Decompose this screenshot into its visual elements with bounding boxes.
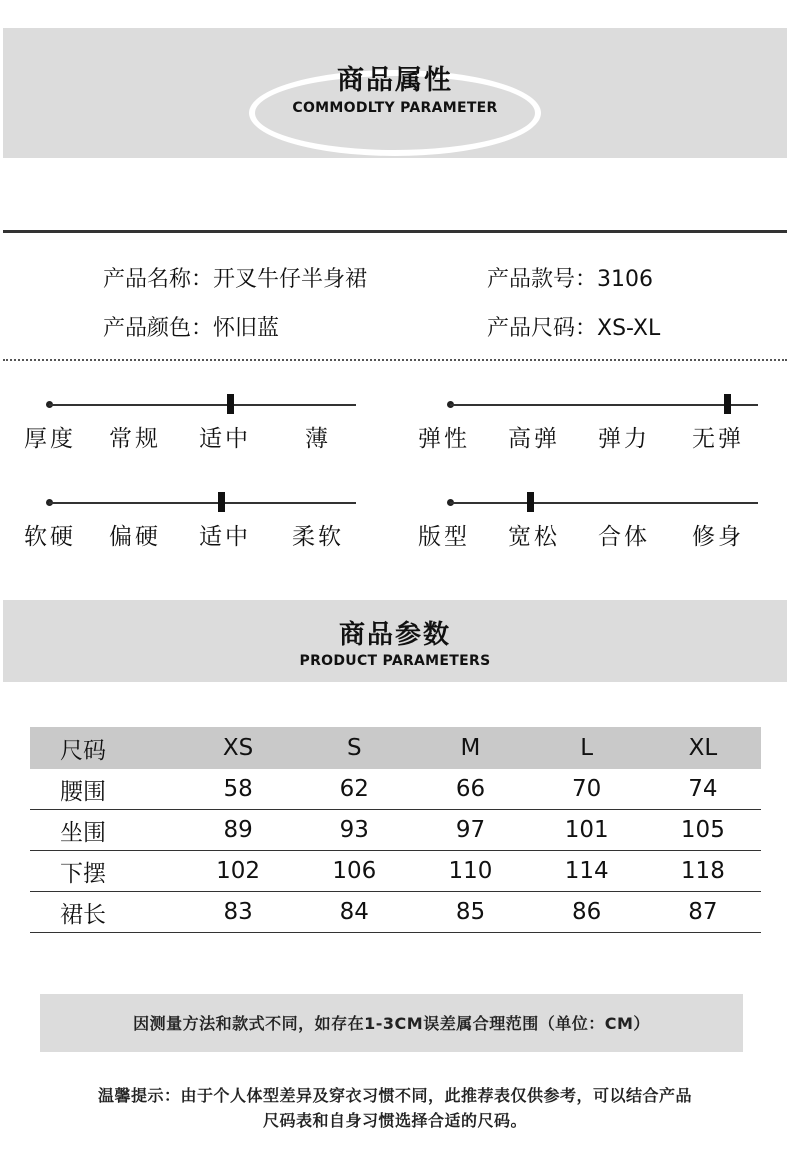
elasticity-label: 弹性 [418, 426, 470, 452]
scale-track [49, 404, 356, 406]
thickness-label: 厚度 [24, 426, 76, 452]
table-row [30, 892, 761, 933]
product-code-value: 3106 [597, 267, 654, 292]
fit-option-1: 宽松 [508, 524, 560, 550]
table-cell: 62 [296, 769, 412, 810]
softness-label: 软硬 [24, 524, 76, 550]
header-xs: XS [180, 727, 296, 769]
table-cell: 93 [296, 810, 412, 851]
table-cell: 118 [645, 851, 761, 892]
product-name-label: 产品名称： [103, 267, 214, 292]
table-cell: 87 [645, 892, 761, 933]
row-label: 腰围 [30, 769, 180, 810]
parameters-subtitle: PRODUCT PARAMETERS [299, 653, 491, 669]
thickness-option-2: 适中 [199, 426, 251, 452]
parameters-header-band [3, 600, 787, 682]
table-row [30, 810, 761, 851]
size-table [30, 727, 761, 933]
thickness-marker [227, 394, 234, 414]
product-code-label: 产品款号： [487, 267, 598, 292]
dotted-divider [3, 359, 787, 361]
header-size: 尺码 [30, 727, 180, 769]
table-row [30, 851, 761, 892]
table-cell: 58 [180, 769, 296, 810]
size-table-header-row [30, 727, 761, 769]
softness-option-1: 偏硬 [109, 524, 161, 550]
fit-option-3: 修身 [692, 524, 744, 550]
fit-label: 版型 [418, 524, 470, 550]
tip-line-1: 温馨提示：由于个人体型差异及穿衣习惯不同，此推荐表仅供参考，可以结合产品 [97, 1086, 692, 1105]
divider-line [3, 230, 787, 233]
product-color [103, 311, 279, 342]
table-cell: 70 [529, 769, 645, 810]
header-s: S [296, 727, 412, 769]
table-cell: 85 [412, 892, 528, 933]
product-size-label: 产品尺码： [487, 316, 598, 341]
table-cell: 84 [296, 892, 412, 933]
product-size [487, 311, 660, 342]
attributes-title: 商品属性 [337, 65, 453, 96]
table-cell: 105 [645, 810, 761, 851]
row-label: 坐围 [30, 810, 180, 851]
elasticity-option-1: 高弹 [508, 426, 560, 452]
thickness-option-3: 薄 [305, 426, 331, 452]
header-l: L [529, 727, 645, 769]
softness-marker [218, 492, 225, 512]
elasticity-option-2: 弹力 [598, 426, 650, 452]
row-label: 裙长 [30, 892, 180, 933]
elasticity-marker [724, 394, 731, 414]
fit-marker [527, 492, 534, 512]
table-cell: 66 [412, 769, 528, 810]
thickness-option-1: 常规 [109, 426, 161, 452]
table-cell: 89 [180, 810, 296, 851]
table-row [30, 769, 761, 810]
softness-option-2: 适中 [199, 524, 251, 550]
scale-track [450, 502, 758, 504]
attributes-header-band [3, 28, 787, 158]
tip-line-2: 尺码表和自身习惯选择合适的尺码。 [262, 1111, 527, 1130]
attributes-subtitle: COMMODLTY PARAMETER [292, 100, 498, 116]
product-name [103, 262, 367, 293]
table-cell: 101 [529, 810, 645, 851]
measurement-note-box [40, 994, 743, 1052]
table-cell: 83 [180, 892, 296, 933]
table-cell: 74 [645, 769, 761, 810]
table-cell: 97 [412, 810, 528, 851]
header-m: M [412, 727, 528, 769]
product-code [487, 262, 653, 293]
fit-option-2: 合体 [598, 524, 650, 550]
product-color-value: 怀旧蓝 [213, 316, 280, 341]
row-label: 下摆 [30, 851, 180, 892]
softness-option-3: 柔软 [292, 524, 344, 550]
table-cell: 86 [529, 892, 645, 933]
measurement-note: 因测量方法和款式不同，如存在1-3CM误差属合理范围（单位：CM） [133, 1014, 650, 1033]
product-name-value: 开叉牛仔半身裙 [213, 267, 368, 292]
table-cell: 110 [412, 851, 528, 892]
table-cell: 102 [180, 851, 296, 892]
table-cell: 106 [296, 851, 412, 892]
product-size-value: XS-XL [597, 316, 661, 341]
table-cell: 114 [529, 851, 645, 892]
scale-track [49, 502, 356, 504]
elasticity-option-3: 无弹 [692, 426, 744, 452]
parameters-title: 商品参数 [338, 620, 451, 650]
scale-track [450, 404, 758, 406]
product-color-label: 产品颜色： [103, 316, 214, 341]
header-xl: XL [645, 727, 761, 769]
